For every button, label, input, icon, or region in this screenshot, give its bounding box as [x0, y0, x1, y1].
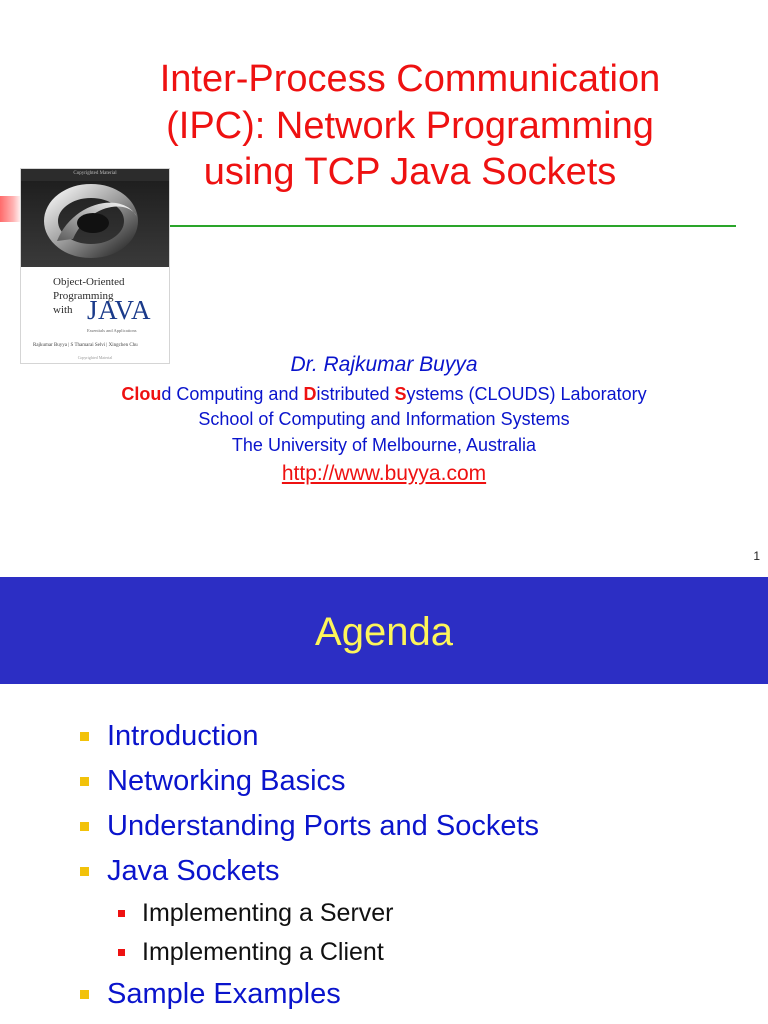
agenda-subitem-server: Implementing a Server [118, 899, 394, 928]
book-title-line-1: Object-Oriented [53, 276, 125, 288]
sub-bullet-square-icon [118, 949, 125, 956]
agenda-title: Agenda [315, 610, 453, 654]
agenda-slide [0, 574, 768, 1024]
sub-bullet-square-icon [118, 910, 125, 917]
agenda-item-introduction: Introduction [80, 720, 259, 753]
slide-title-line-1: Inter-Process Communication [159, 58, 661, 100]
lab-acronym-s: S [394, 384, 407, 404]
agenda-header-band [0, 577, 768, 684]
bullet-square-icon [80, 822, 89, 831]
website-link[interactable]: http://www.buyya.com [281, 462, 487, 485]
book-cover-artwork [21, 169, 169, 267]
book-subtitle: Essentials and Applications [87, 328, 137, 333]
book-cover-strip-text: Copyrighted Material [73, 171, 117, 176]
book-title-line-3: with [53, 304, 73, 316]
book-title-java: JAVA [87, 295, 152, 325]
bullet-square-icon [80, 990, 89, 999]
author-name: Dr. Rajkumar Buyya [290, 353, 478, 376]
agenda-item-sample-examples: Sample Examples [80, 978, 341, 1011]
book-authors: Rajkumar Buyya | S Thamarai Selvi | Xingchen Chu [33, 343, 138, 348]
slide-title-line-3: using TCP Java Sockets [203, 151, 617, 193]
book-footer: Copyrighted Material [77, 355, 113, 360]
book-cover-image [20, 168, 170, 364]
agenda-item-ports-sockets: Understanding Ports and Sockets [80, 810, 539, 843]
school-affiliation: School of Computing and Information Systems [198, 409, 570, 429]
book-swirl-graphic [33, 181, 159, 269]
title-divider [168, 225, 736, 227]
book-title-line-2: Programming [53, 290, 114, 302]
lab-acronym-d: D [303, 384, 317, 404]
red-accent-bar [0, 196, 22, 222]
agenda-item-networking-basics: Networking Basics [80, 765, 346, 798]
university-affiliation: The University of Melbourne, Australia [231, 435, 537, 455]
slide-title-line-2: (IPC): Network Programming [166, 105, 654, 147]
agenda-item-java-sockets: Java Sockets [80, 855, 279, 888]
lab-affiliation: Cloud Computing and Distributed Systems (CLOUDS) Laboratory [121, 384, 647, 404]
bullet-square-icon [80, 732, 89, 741]
agenda-subitem-client: Implementing a Client [118, 938, 384, 967]
bullet-square-icon [80, 867, 89, 876]
lab-acronym-clou: Clou [121, 384, 162, 404]
bullet-square-icon [80, 777, 89, 786]
page-number: 1 [753, 549, 760, 563]
